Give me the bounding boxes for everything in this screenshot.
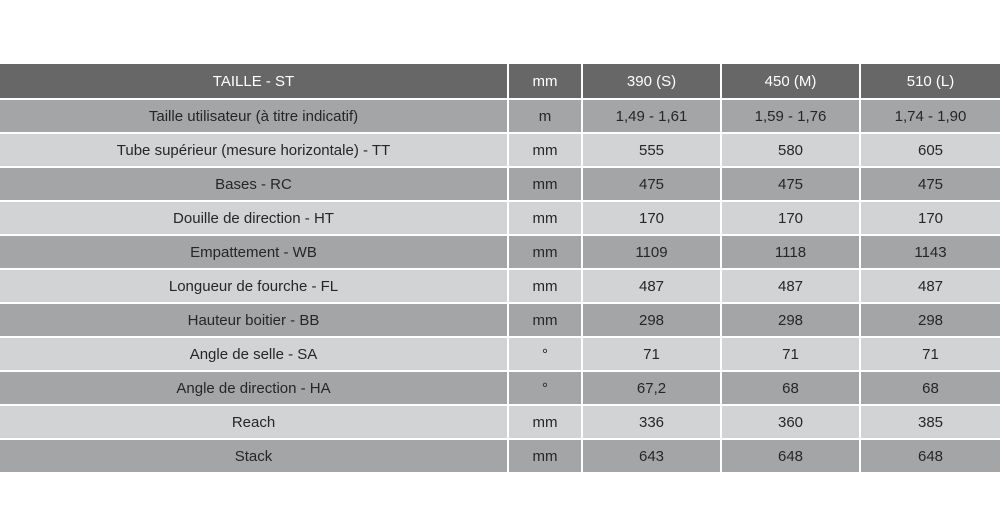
table-row [0, 440, 1000, 472]
table-row [0, 270, 1000, 302]
row-value-m: 1118 [722, 236, 861, 268]
row-value-s: 67,2 [583, 372, 722, 404]
row-unit: mm [509, 406, 583, 438]
row-value-l: 648 [861, 440, 1000, 472]
row-value-m: 580 [722, 134, 861, 166]
row-value-s: 336 [583, 406, 722, 438]
row-value-m: 170 [722, 202, 861, 234]
row-value-s: 555 [583, 134, 722, 166]
table-row [0, 406, 1000, 438]
row-value-l: 68 [861, 372, 1000, 404]
row-value-m: 487 [722, 270, 861, 302]
row-value-s: 1,49 - 1,61 [583, 100, 722, 132]
header-size-label: TAILLE - ST [0, 64, 509, 98]
row-unit: ° [509, 338, 583, 370]
row-unit: ° [509, 372, 583, 404]
header-unit: mm [509, 64, 583, 98]
row-value-m: 360 [722, 406, 861, 438]
row-value-l: 71 [861, 338, 1000, 370]
row-value-l: 487 [861, 270, 1000, 302]
row-value-s: 643 [583, 440, 722, 472]
header-size-m: 450 (M) [722, 64, 861, 98]
row-value-m: 71 [722, 338, 861, 370]
row-value-l: 605 [861, 134, 1000, 166]
row-value-s: 487 [583, 270, 722, 302]
row-unit: mm [509, 168, 583, 200]
table-row [0, 236, 1000, 268]
row-value-m: 648 [722, 440, 861, 472]
row-unit: mm [509, 236, 583, 268]
row-unit: mm [509, 440, 583, 472]
table-row [0, 100, 1000, 132]
row-value-s: 475 [583, 168, 722, 200]
table-row [0, 168, 1000, 200]
row-value-l: 385 [861, 406, 1000, 438]
header-size-s: 390 (S) [583, 64, 722, 98]
row-label: Bases - RC [0, 168, 509, 200]
row-value-l: 475 [861, 168, 1000, 200]
geometry-table [0, 62, 1000, 474]
table-row [0, 338, 1000, 370]
table-row [0, 134, 1000, 166]
table-row [0, 304, 1000, 336]
row-label: Angle de selle - SA [0, 338, 509, 370]
row-label: Tube supérieur (mesure horizontale) - TT [0, 134, 509, 166]
row-label: Angle de direction - HA [0, 372, 509, 404]
row-label: Taille utilisateur (à titre indicatif) [0, 100, 509, 132]
row-unit: mm [509, 270, 583, 302]
row-value-m: 298 [722, 304, 861, 336]
row-value-s: 71 [583, 338, 722, 370]
row-value-s: 1109 [583, 236, 722, 268]
row-label: Empattement - WB [0, 236, 509, 268]
row-value-l: 1,74 - 1,90 [861, 100, 1000, 132]
row-value-l: 298 [861, 304, 1000, 336]
table-row [0, 372, 1000, 404]
row-value-s: 298 [583, 304, 722, 336]
row-value-s: 170 [583, 202, 722, 234]
row-label: Stack [0, 440, 509, 472]
row-unit: m [509, 100, 583, 132]
row-value-l: 170 [861, 202, 1000, 234]
header-size-l: 510 (L) [861, 64, 1000, 98]
row-value-m: 475 [722, 168, 861, 200]
row-label: Douille de direction - HT [0, 202, 509, 234]
row-unit: mm [509, 202, 583, 234]
row-unit: mm [509, 304, 583, 336]
row-value-m: 1,59 - 1,76 [722, 100, 861, 132]
row-unit: mm [509, 134, 583, 166]
row-value-m: 68 [722, 372, 861, 404]
row-label: Reach [0, 406, 509, 438]
row-label: Hauteur boitier - BB [0, 304, 509, 336]
row-label: Longueur de fourche - FL [0, 270, 509, 302]
table-header-row [0, 64, 1000, 98]
row-value-l: 1143 [861, 236, 1000, 268]
table-row [0, 202, 1000, 234]
